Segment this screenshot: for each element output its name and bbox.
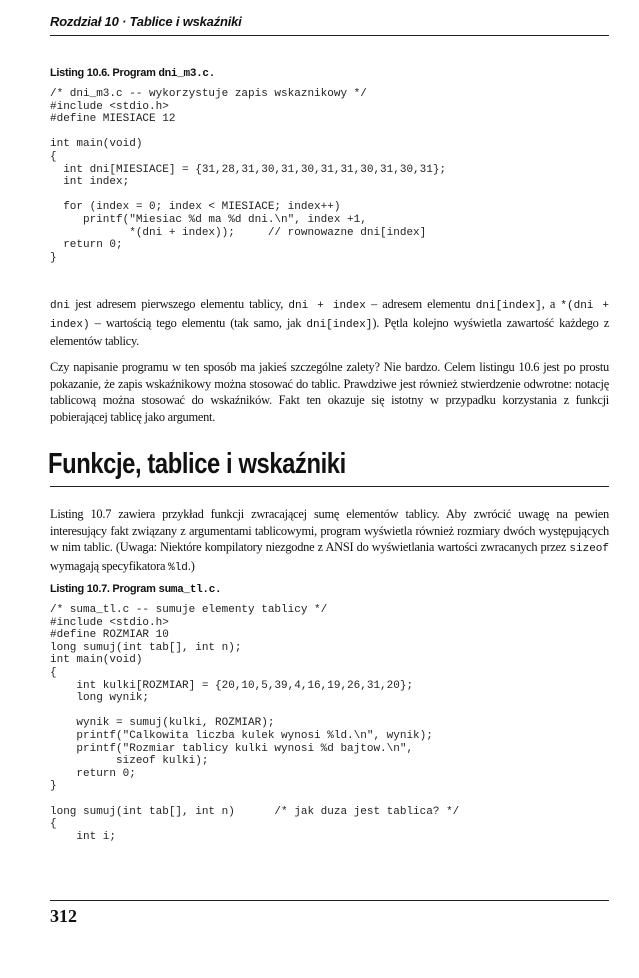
- listing-prefix: Listing 10.6. Program: [50, 67, 159, 79]
- footer-rule: [50, 900, 609, 901]
- listing-10-6-title: [50, 67, 215, 80]
- paragraph-notation-advantages: Czy napisanie programu w ten sposób ma jakieś szczególne zalety? Nie bardzo. Celem listingu 10.6 jest po prostu pokazanie, że zapis wskaźnikowy można stosować do tablic. Prawdziwe jest również stwierdzenie odwrotne: notację tablicową można stosować do wskaźników. Fakt ten okazuje się istotny w przypadku korzystania z funkcji pobierającej tablicę jako argument.: [50, 360, 609, 424]
- section-heading: Funkcje, tablice i wskaźniki: [48, 448, 346, 480]
- section-rule: [50, 486, 609, 487]
- listing-filename: dni_m3.c.: [158, 68, 216, 80]
- listing-10-7-title: [50, 583, 221, 596]
- listing-filename: suma_tl.c.: [158, 584, 222, 596]
- page-number: 312: [50, 906, 77, 926]
- listing-prefix: Listing 10.7. Program: [50, 583, 159, 595]
- code-listing-10-7: /* suma_tl.c -- sumuje elementy tablicy */ #include <stdio.h> #define ROZMIAR 10 long sumuj(int tab[], int n); int main(void) { int kulki[ROZMIAR] = {20,10,5,39,4,16,19,26,31,20}; long wynik; wynik = sumuj(kulki, ROZMIAR); printf("Calkowita liczba kulek wynosi %ld.\n", wynik); printf("Rozmiar tablicy kulki wynosi %d bajtow.\n", sizeof kulki); return 0; } long sumuj(int tab[], int n) /* jak duza jest tablica? */ { int i;: [50, 604, 460, 843]
- running-header: Rozdział 10 · Tablice i wskaźniki: [50, 14, 242, 29]
- header-rule: [50, 35, 609, 36]
- paragraph-listing-intro: Listing 10.7 zawiera przykład funkcji zwracającej sumę elementów tablicy. Aby zwrócić uwagę na pewien interesujący fakt związany z argumentami tablicowymi, program wyświetla również rozmiary dwóch występujących w nim tablic. (Uwaga: Niektóre kompilatory niezgodne z ANSI do wyświetlania wartości zwracanych przez sizeof wymagają specyfikatora %ld.): [50, 507, 609, 574]
- paragraph-pointer-explanation: dni jest adresem pierwszego elementu tablicy, dni + index – adresem elementu dni[index], a *(dni + index) – wartością tego elementu (tak samo, jak dni[index]). Pętla kolejno wyświetla zawartość każdego z elementów tablicy.: [50, 297, 610, 348]
- code-listing-10-6: /* dni_m3.c -- wykorzystuje zapis wskaznikowy */ #include <stdio.h> #define MIESIACE 12 int main(void) { int dni[MIESIACE] = {31,28,31,30,31,30,31,31,30,31,30,31}; int index; for (index = 0; index < MIESIACE; index++) printf("Miesiac %d ma %d dni.\n", index +1, *(dni + index)); // rownowazne dni[index] return 0; }: [50, 88, 447, 264]
